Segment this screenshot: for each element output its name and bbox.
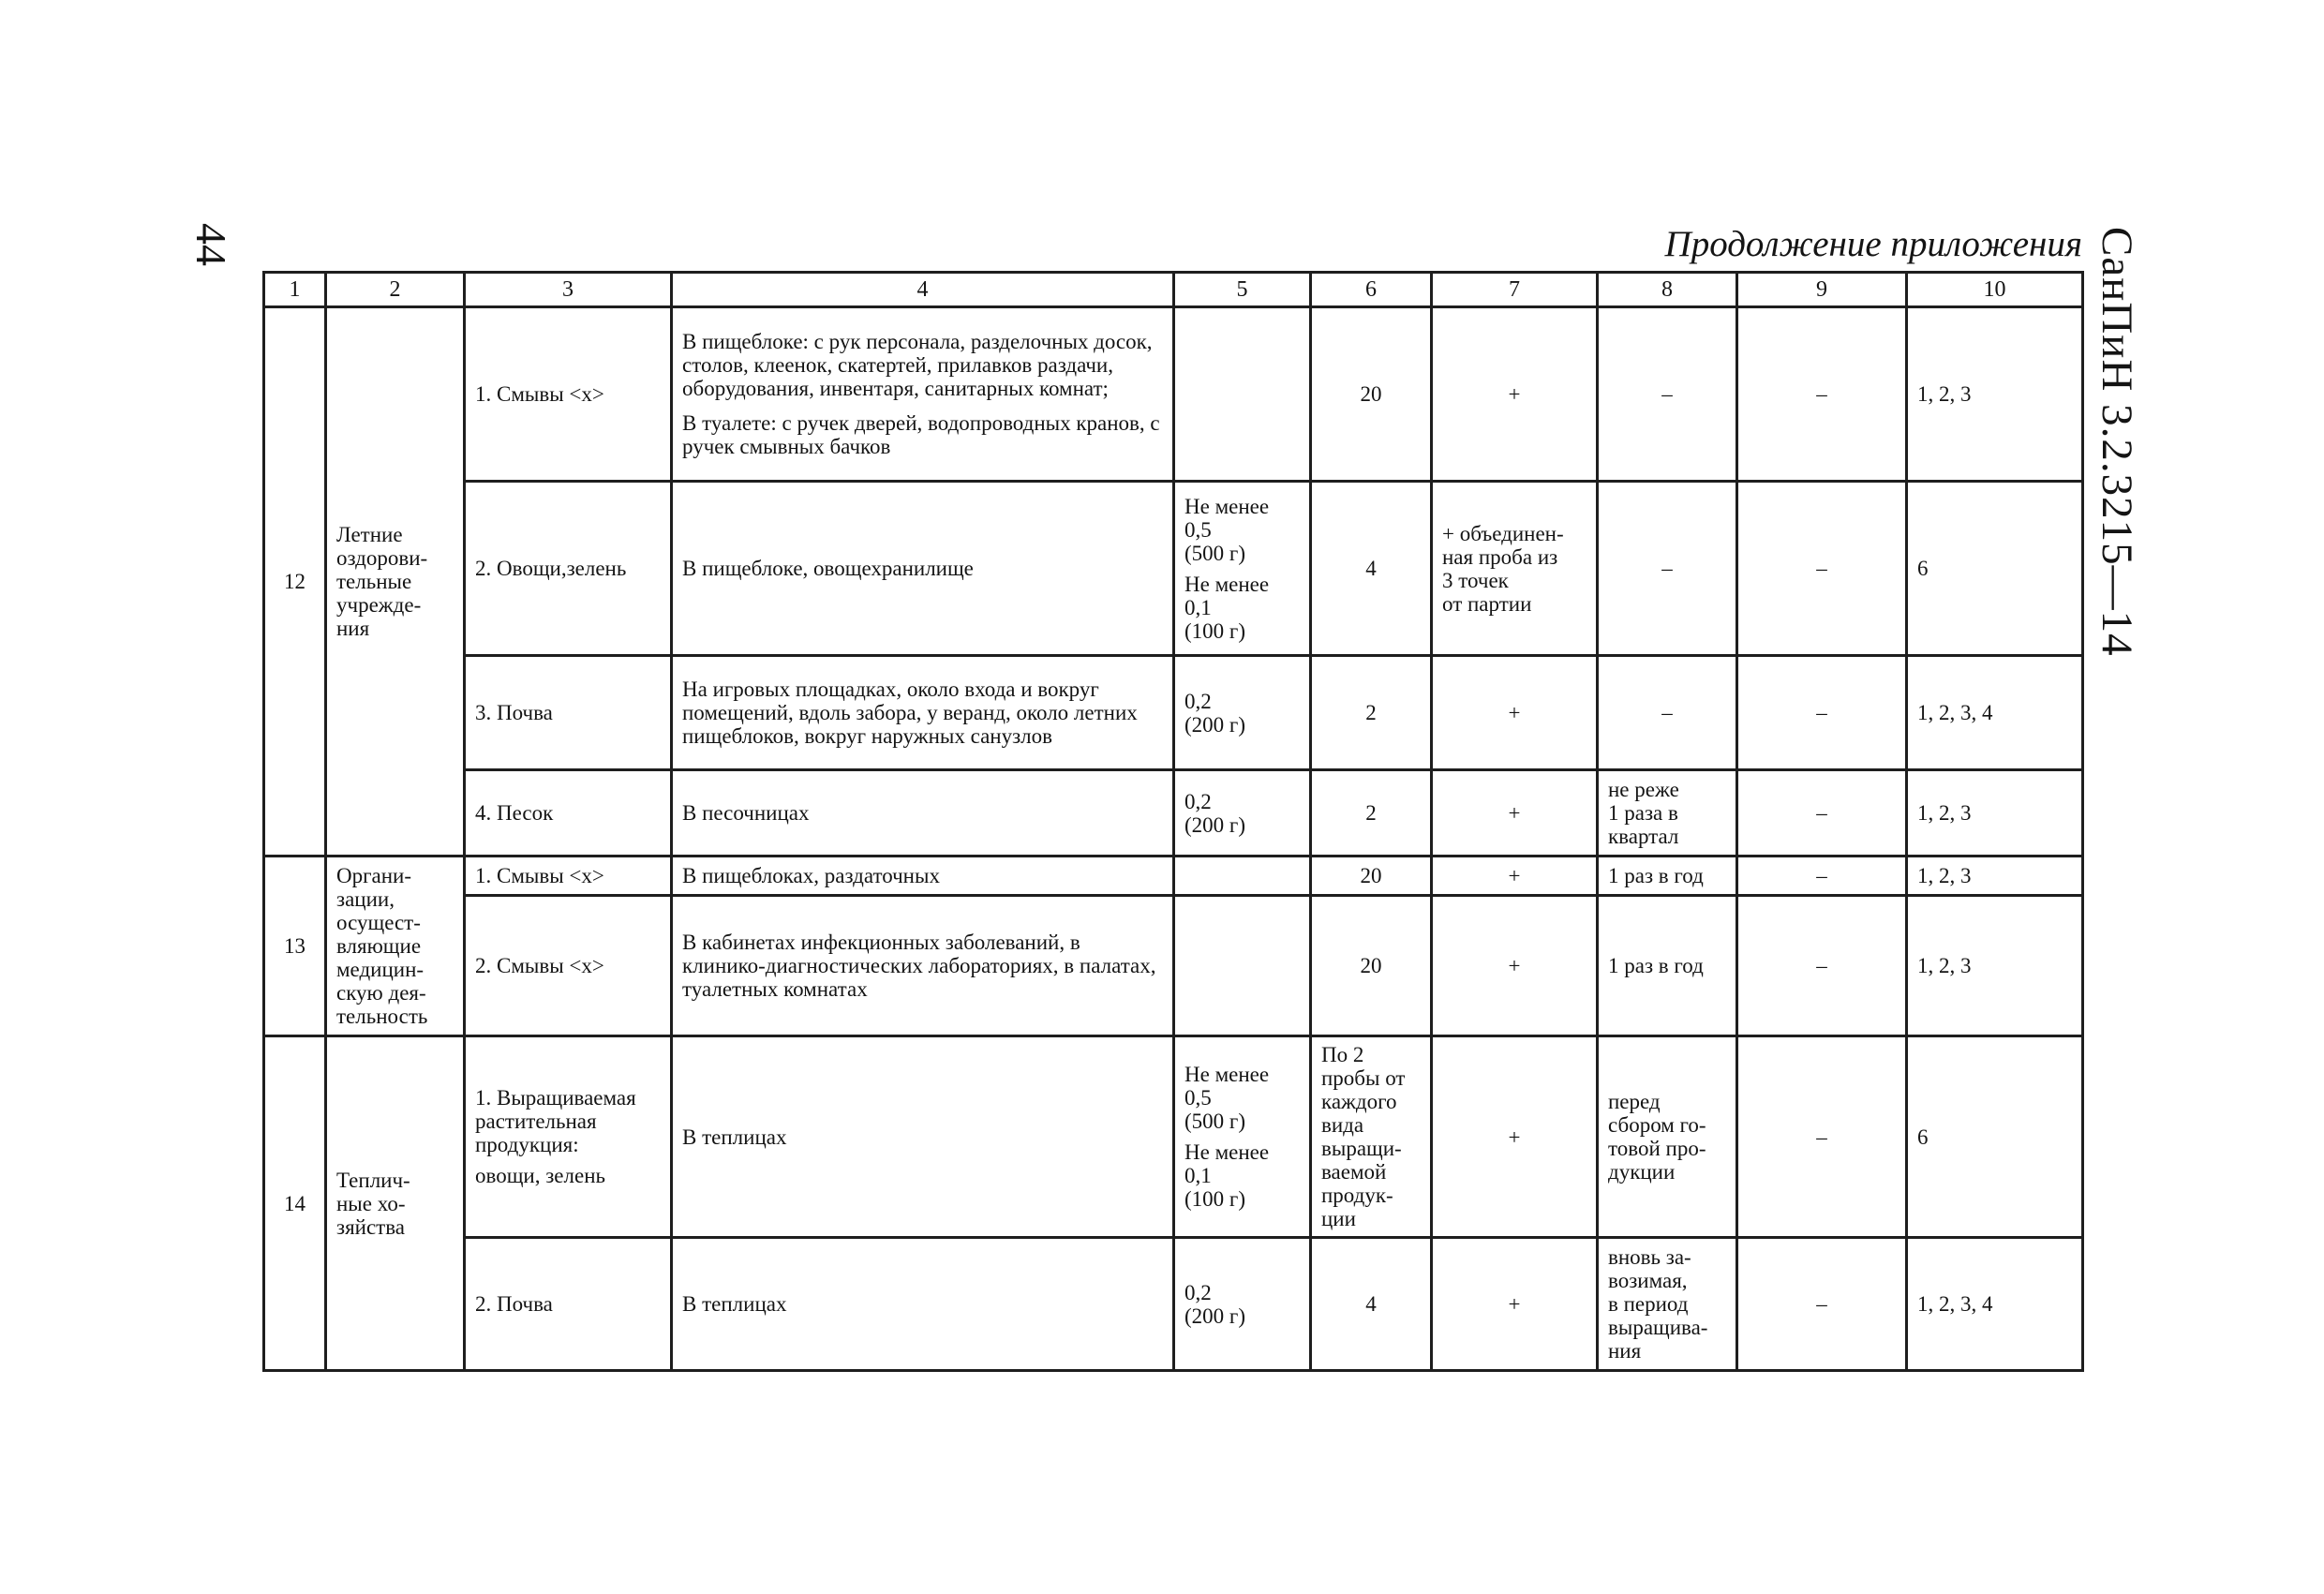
organization-type: Летние оздорови- тельные учрежде- ния [326,307,465,857]
column-10-value: 6 [1907,1036,2083,1238]
header-cell: 8 [1598,273,1737,307]
sampling-place-text: В туалете: с ручек дверей, водопроводных кранов, с ручек смывных бачков [682,411,1160,458]
sampling-place [672,307,1174,482]
sampling-place: В песочницах [672,770,1174,857]
column-10-value: 6 [1907,482,2083,656]
sample-object-text: овощи, зелень [475,1164,605,1187]
sample-object: 2. Овощи,зелень [465,482,672,656]
sample-object: 1. Смывы <x> [465,307,672,482]
sample-volume-text: Не менее 0,5 (500 г) [1184,494,1270,565]
table-row [264,307,2083,482]
sample-object: 1. Смывы <x> [465,857,672,896]
column-8-value: – [1598,482,1737,656]
column-10-value: 1, 2, 3 [1907,857,2083,896]
sample-volume-text: Не менее 0,1 (100 г) [1184,572,1270,643]
sample-volume [1174,307,1311,482]
table-row [264,1238,2083,1371]
column-10-value: 1, 2, 3 [1907,896,2083,1036]
sample-volume [1174,1036,1311,1238]
sample-object: 2. Почва [465,1238,672,1371]
header-cell: 7 [1432,273,1598,307]
header-cell: 2 [326,273,465,307]
sample-volume: 0,2 (200 г) [1174,656,1311,770]
header-cell: 6 [1311,273,1432,307]
table-row [264,482,2083,656]
sampling-place: В пищеблоках, раздаточных [672,857,1174,896]
column-8-value: вновь за- возимая, в период выращива- ния [1598,1238,1737,1371]
continuation-caption: Продолжение приложения [1664,224,2082,264]
column-7-value: + [1432,896,1598,1036]
sample-object [465,1036,672,1238]
sample-object: 4. Песок [465,770,672,857]
table-row [264,857,2083,896]
row-number: 13 [264,857,326,1036]
sample-volume-text: Не менее 0,1 (100 г) [1184,1140,1270,1211]
sample-volume: 0,2 (200 г) [1174,770,1311,857]
sample-object: 2. Смывы <x> [465,896,672,1036]
header-cell: 3 [465,273,672,307]
sample-count: 2 [1311,656,1432,770]
column-8-value: – [1598,656,1737,770]
organization-type: Органи- зации, осущест- вляющие медицин- скую дея- тельность [326,857,465,1036]
sampling-table [262,271,2084,1372]
sample-volume [1174,482,1311,656]
column-9-value: – [1737,1238,1907,1371]
column-7-value: + [1432,770,1598,857]
column-10-value: 1, 2, 3 [1907,307,2083,482]
row-number: 12 [264,307,326,857]
column-8-value: 1 раз в год [1598,896,1737,1036]
column-8-value: перед сбором го- товой про- дукции [1598,1036,1737,1238]
sample-object: 3. Почва [465,656,672,770]
column-10-value: 1, 2, 3, 4 [1907,656,2083,770]
table-header-row [264,273,2083,307]
header-cell: 1 [264,273,326,307]
column-7-value: + [1432,857,1598,896]
column-7-value: + [1432,1036,1598,1238]
sample-count: 4 [1311,1238,1432,1371]
column-9-value: – [1737,482,1907,656]
column-9-value: – [1737,857,1907,896]
document-code: СанПиН 3.2.3215—14 [2093,227,2141,657]
column-8-value: не реже 1 раза в квартал [1598,770,1737,857]
sample-count: 20 [1311,857,1432,896]
header-cell: 10 [1907,273,2083,307]
column-9-value: – [1737,896,1907,1036]
sample-volume [1174,857,1311,896]
column-7-value: + [1432,1238,1598,1371]
sample-count: 4 [1311,482,1432,656]
sampling-place: На игровых площадках, около входа и вокруг помещений, вдоль забора, у веранд, около летних пищеблоков, вокруг наружных санузлов [672,656,1174,770]
page-number: 44 [187,223,235,266]
sample-volume-text: Не менее 0,5 (500 г) [1184,1063,1270,1133]
table-row [264,656,2083,770]
sample-count: 2 [1311,770,1432,857]
sample-volume [1174,896,1311,1036]
sampling-place: В теплицах [672,1036,1174,1238]
sample-count: По 2 пробы от каждого вида выращи- ваемой продук- ции [1311,1036,1432,1238]
table-row [264,1036,2083,1238]
table-row [264,770,2083,857]
column-8-value: 1 раз в год [1598,857,1737,896]
column-9-value: – [1737,1036,1907,1238]
row-number: 14 [264,1036,326,1371]
column-10-value: 1, 2, 3, 4 [1907,1238,2083,1371]
table-row [264,896,2083,1036]
column-7-value: + [1432,307,1598,482]
column-10-value: 1, 2, 3 [1907,770,2083,857]
column-9-value: – [1737,307,1907,482]
sampling-place: В кабинетах инфекционных заболеваний, в клинико-диагностических лабораториях, в палатах, туалетных комнатах [672,896,1174,1036]
sample-count: 20 [1311,307,1432,482]
column-7-value: + объединен- ная проба из 3 точек от партии [1432,482,1598,656]
sampling-place: В теплицах [672,1238,1174,1371]
sample-object-text: 1. Выращиваемая растительная продукция: [475,1086,636,1156]
sample-count: 20 [1311,896,1432,1036]
column-9-value: – [1737,770,1907,857]
organization-type: Теплич- ные хо- зяйства [326,1036,465,1371]
sampling-place: В пищеблоке, овощехранилище [672,482,1174,656]
sampling-place-text: В пищеблоке: с рук персонала, разделочных досок, столов, клеенок, скатертей, прилавков раздачи, оборудования, инвентаря, санитарных комнат; [682,330,1153,400]
column-9-value: – [1737,656,1907,770]
sample-volume: 0,2 (200 г) [1174,1238,1311,1371]
header-cell: 5 [1174,273,1311,307]
header-cell: 4 [672,273,1174,307]
column-7-value: + [1432,656,1598,770]
column-8-value: – [1598,307,1737,482]
header-cell: 9 [1737,273,1907,307]
